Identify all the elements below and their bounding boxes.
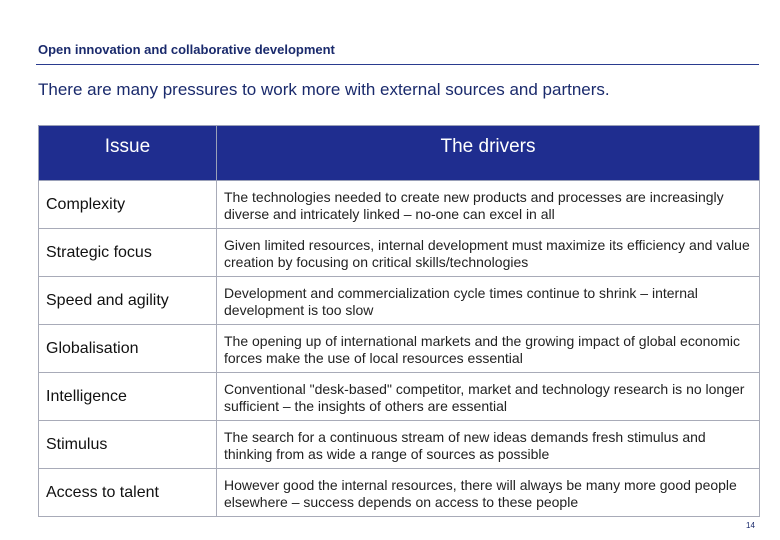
column-header-issue: Issue bbox=[39, 126, 217, 181]
issue-cell: Speed and agility bbox=[39, 277, 217, 325]
header-divider bbox=[36, 64, 759, 65]
driver-cell: Given limited resources, internal development must maximize its efficiency and value creation by focusing on critical skills/technologies bbox=[217, 229, 760, 277]
drivers-table bbox=[38, 125, 760, 517]
driver-cell: However good the internal resources, there will always be many more good people elsewhere – success depends on access to these people bbox=[217, 469, 760, 517]
issue-cell: Strategic focus bbox=[39, 229, 217, 277]
issue-cell: Complexity bbox=[39, 181, 217, 229]
page-number: 14 bbox=[746, 521, 755, 530]
driver-cell: The opening up of international markets and the growing impact of global economic forces make the use of local resources essential bbox=[217, 325, 760, 373]
issue-cell: Globalisation bbox=[39, 325, 217, 373]
driver-cell: Conventional "desk-based" competitor, market and technology research is no longer sufficient – the insights of others are essential bbox=[217, 373, 760, 421]
table-header-row bbox=[39, 126, 760, 181]
issue-cell: Stimulus bbox=[39, 421, 217, 469]
table-row bbox=[39, 229, 760, 277]
column-header-drivers: The drivers bbox=[217, 126, 760, 181]
issue-cell: Access to talent bbox=[39, 469, 217, 517]
table-row bbox=[39, 469, 760, 517]
table-row bbox=[39, 325, 760, 373]
driver-cell: Development and commercialization cycle times continue to shrink – internal development is too slow bbox=[217, 277, 760, 325]
slide-headline: There are many pressures to work more with external sources and partners. bbox=[38, 80, 610, 99]
driver-cell: The search for a continuous stream of new ideas demands fresh stimulus and thinking from as wide a range of sources as possible bbox=[217, 421, 760, 469]
issue-cell: Intelligence bbox=[39, 373, 217, 421]
table-row bbox=[39, 421, 760, 469]
driver-cell: The technologies needed to create new products and processes are increasingly diverse and intricately linked – no-one can excel in all bbox=[217, 181, 760, 229]
table-row bbox=[39, 373, 760, 421]
table-row bbox=[39, 277, 760, 325]
table-row bbox=[39, 181, 760, 229]
section-title: Open innovation and collaborative development bbox=[38, 42, 335, 57]
